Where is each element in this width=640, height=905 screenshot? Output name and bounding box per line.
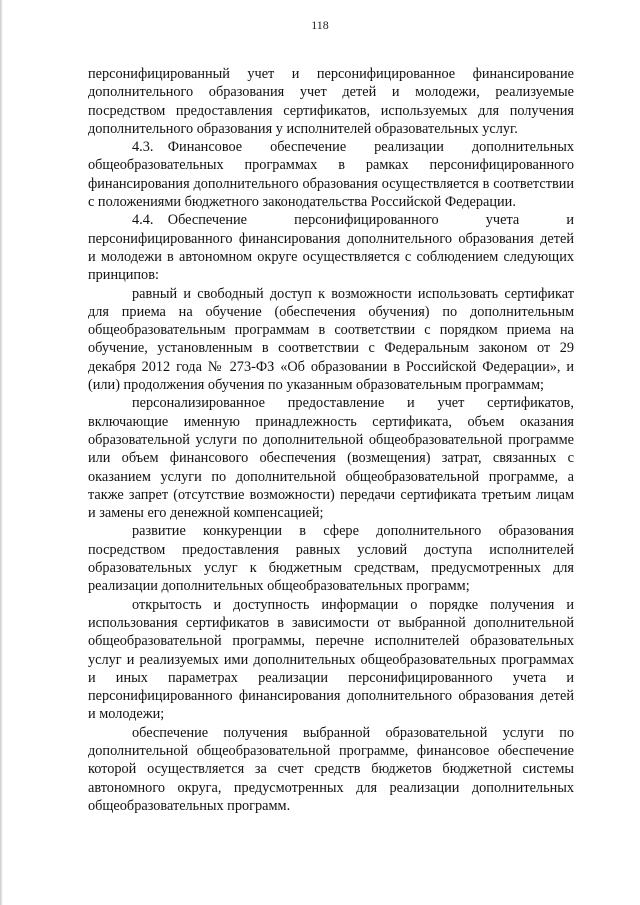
- principle-personalized-provision: персонализированное предоставление и учет сертификатов, включающие именную принадлежность сертификата, объем оказания образовательной услуги по дополнительной общеобразовательной программе или объем финансового обеспечения (возмещения) затрат, связанных с оказанием услуги по дополнительной общеобразовательной программе, а также запрет (отсутствие возможности) передачи сертификата третьим лицам и замены его денежной компенсацией;: [88, 395, 574, 522]
- paragraph-4-4: 4.4. Обеспечение персонифицированного учета и персонифицированного финансирования дополнительного образования детей и молодежи в автономном округе осуществляется с соблюдением следующих принципов:: [88, 212, 574, 284]
- principle-service-provision: обеспечение получения выбранной образовательной услуги по дополнительной общеобразовательной программе, финансовое обеспечение которой осуществляется за счет средств бюджетов бюджетной системы автономного округа, предусмотренных для реализации дополнительных общеобразовательных программ.: [88, 724, 574, 814]
- paragraph-continuation: персонифицированный учет и персонифицированное финансирование дополнительного образования учет детей и молодежи, реализуемые посредством предоставления сертификатов, используемых для получения дополнительного образования у исполнителей образовательных услуг.: [88, 66, 574, 137]
- page-scan-edge: [0, 0, 3, 905]
- paragraph-4-3: 4.3. Финансовое обеспечение реализации дополнительных общеобразовательных программах в рамках персонифицированного финансирования дополнительного образования осуществляется в соответствии с положениями бюджетного законодательства Российской Федерации.: [88, 139, 574, 211]
- document-body: [88, 65, 574, 815]
- page-number: 118: [311, 18, 329, 32]
- principle-competition: развитие конкуренции в сфере дополнительного образования посредством предоставления равных условий доступа исполнителей образовательных услуг к бюджетным средствам, предусмотренных для реализации дополнительных общеобразовательных программ;: [88, 523, 574, 595]
- principle-openness: открытость и доступность информации о порядке получения и использования сертификатов в зависимости от выбранной дополнительной общеобразовательной программы, перечне исполнителей образовательных услуг и реализуемых ими дополнительных общеобразовательных программах и иных параметрах реализации персонифицированного учета и персонифицированного финансирования дополнительного образования детей и молодежи;: [88, 596, 574, 723]
- principle-equal-access: равный и свободный доступ к возможности использовать сертификат для приема на обучение (обеспечения обучения) по дополнительным общеобразовательным программам в соответствии с порядком приема на обучение, установленным в соответствии с Федеральным законом от 29 декабря 2012 года № 273-ФЗ «Об образовании в Российской Федерации», и (или) продолжения обучения по указанным образовательным программам;: [88, 285, 574, 394]
